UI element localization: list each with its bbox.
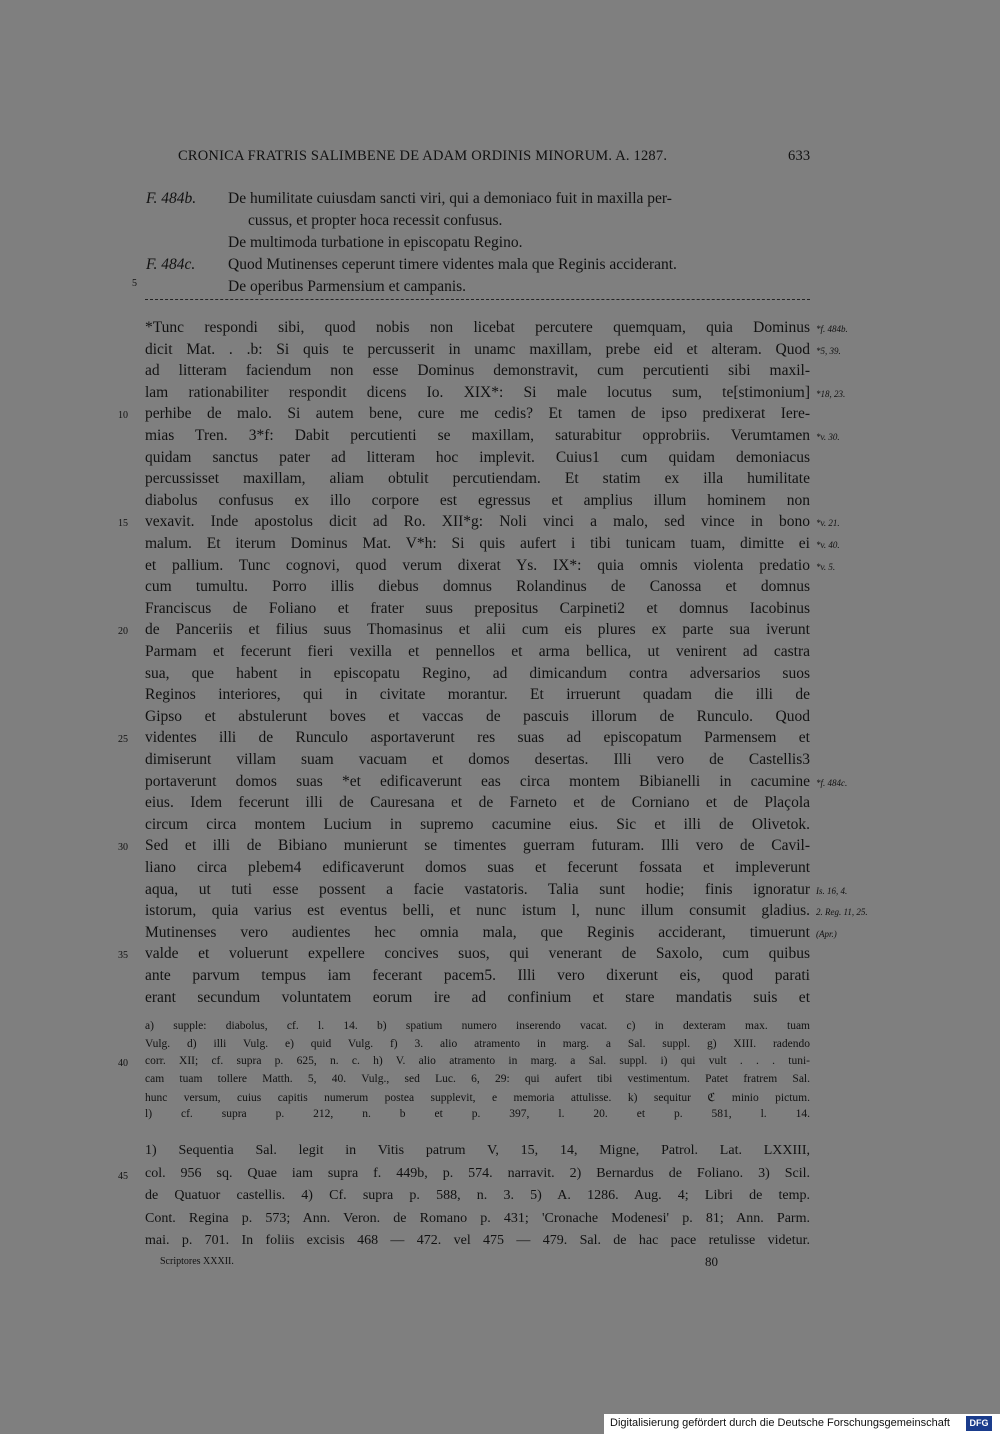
body-line: istorum, quia varius est eventus belli, et nunc istum l, nunc illum consumit gladius. (145, 902, 810, 920)
margin-note: 2. Reg. 11, 25. (816, 907, 868, 918)
toc-entry: De operibus Parmensium et campanis. (228, 278, 467, 295)
toc-entry: cussus, et propter hoca recessit confusus. (248, 212, 503, 229)
body-line: dimiserunt villam suam vacuam et domos desertas. Illi vero de Castellis3 (145, 751, 810, 768)
body-line: *Tunc respondi sibi, quod nobis non licebat percutere quemquam, quia Dominus (145, 319, 810, 336)
footnote-line: 1) Sequentia Sal. legit in Vitis patrum V, 15, 14, Migne, Patrol. Lat. LXXIII, (145, 1143, 810, 1158)
body-line: Parmam et fecerunt fieri vexilla et pennellos et arma bellica, ut venirent ad castra (145, 643, 810, 660)
margin-note: *18, 23. (816, 388, 846, 399)
line-number: 35 (118, 950, 128, 962)
body-line: eius. Idem fecerunt illi de Cauresana et de Farneto et de Corniano et de Plaçola (145, 794, 810, 812)
body-line: Franciscus de Foliano et frater suus prepositus Carpineti2 et domnus Iacobinus (145, 599, 810, 617)
apparatus-line: corr. XII; cf. supra p. 625, n. c. h) V. alio atramento in marg. a Sal. suppl. i) qui vult . . . tuni- (145, 1055, 810, 1067)
margin-note: *v. 30. (816, 432, 840, 442)
toc-label: F. 484b. (146, 190, 197, 207)
body-line: quidam sanctus pater ad litteram hoc implevit. Cuius1 cum quidam demoniacus (145, 448, 810, 466)
margin-note: *f. 484b. (816, 324, 848, 334)
series-signature: Scriptores XXXII. (160, 1256, 234, 1267)
body-line: dicit Mat. . .b: Si quis te percusserit in unamc maxillam, prebe eid et alteram. Quod (145, 340, 810, 358)
margin-note: *v. 21. (816, 518, 840, 529)
apparatus-line: hunc versum, cuius capitis numerum postea supplevit, e memoria attulisse. k) sequitur ℭ minio pictum. (145, 1092, 810, 1104)
body-line: ad litteram faciendum non esse Dominus demonstravit, cum percutienti sibi maxil- (145, 362, 810, 380)
apparatus-line: a) supple: diabolus, cf. l. 14. b) spatium numero inserendo vacat. c) in dexteram max. tuam (145, 1020, 810, 1032)
apparatus-line: l) cf. supra p. 212, n. b et p. 397, l. 20. et p. 581, l. 14. (145, 1107, 810, 1120)
body-line: erant secundum voluntatem eorum ire ad confinium et stare mandatis suis et (145, 988, 810, 1006)
body-line: et pallium. Tunc cognovi, quod verum dixerat Ys. IX*: quia omnis violenta predatio (145, 556, 810, 574)
toc-label: F. 484c. (146, 256, 196, 273)
body-line: Mutinenses vero audientes hec omnia mala, que Reginis acciderant, timuerunt (145, 923, 810, 941)
body-line: mias Tren. 3*f: Dabit percutienti se maxillam, saturabitur opprobriis. Verumtamen (145, 427, 810, 444)
line-number: 20 (118, 626, 128, 638)
apparatus-line: cam tuam tollere Matth. 5, 40. Vulg., sed Luc. 6, 29: qui aufert tibi vestimentum. Patet fratrem Sal. (145, 1072, 810, 1085)
body-line: Reginos interiores, qui in civitate morantur. Et irruerunt quadam die illi de (145, 686, 810, 704)
sheet-signature: 80 (705, 1254, 718, 1269)
apparatus-line: Vulg. d) illi Vulg. e) quid Vulg. f) 3. alio atramento in marg. a Sal. suppl. g) XIII. radendo (145, 1037, 810, 1050)
body-line: vexavit. Inde apostolus dicit ad Ro. XII*g: Noli vinci a malo, sed vince in bono (145, 513, 810, 531)
line-number: 15 (118, 518, 128, 530)
footnote-line: mai. p. 701. In foliis excisis 468 — 472. vel 475 — 479. Sal. de hac pace retulisse videtur. (145, 1233, 810, 1248)
body-line: Gipso et abstulerunt boves et vaccas de pascuis illorum de Runculo. Quod (145, 707, 810, 725)
body-line: circum circa montem Lucium in supremo cacumine eius. Sic et illi de Olivetok. (145, 815, 810, 833)
line-number: 30 (118, 842, 128, 854)
body-line: aqua, ut tuti esse possent a facie vastatoris. Talia sunt hodie; finis ignoratur (145, 880, 810, 898)
body-line: portaverunt domos suas *et edificaverunt eas circa montem Bibianelli in cacumine (145, 772, 810, 790)
margin-note: *v. 5. (816, 561, 836, 572)
page-number: 633 (788, 148, 811, 164)
running-header (178, 148, 811, 165)
toc-entry: De humilitate cuiusdam sancti viri, qui a demoniaco fuit in maxilla per- (228, 190, 672, 207)
section-divider (145, 299, 810, 300)
body-line: percussisset maxillam, aliam obtulit percutiendam. Et statim ex illa humilitate (145, 470, 810, 488)
body-line: sua, que habent in episcopatu Regino, ad dimicandum contra adversarios suos (145, 664, 810, 682)
body-line: Sed et illi de Bibiano munierunt se timentes guerram futuram. Illi vero de Cavil- (145, 837, 810, 855)
body-line: valde et voluerunt expellere concives suos, qui venerant de Saxolo, cum quibus (145, 945, 810, 963)
line-number: 10 (118, 410, 128, 422)
margin-note: Is. 16, 4. (816, 885, 848, 896)
body-line: perhibe de malo. Si autem bene, cure me cedis? Et tamen de ipso predixerat Iere- (145, 405, 810, 423)
body-line: videntes illi de Runculo asportaverunt res suas ad episcopatum Parmensem et (145, 729, 810, 747)
body-line: ante parvum tempus iam fecerant pacem5. Illi vero dixerunt eis, quod parati (145, 967, 810, 984)
body-line: cum tumultu. Porro illis diebus domnus Rolandinus de Canossa et domnus (145, 578, 810, 596)
toc-entry: Quod Mutinenses ceperunt timere videntes mala que Reginis acciderant. (228, 256, 677, 273)
footnote-line: col. 956 sq. Quae iam supra f. 449b, p. 574. narravit. 2) Bernardus de Foliano. 3) Scil. (145, 1165, 810, 1181)
header-title: CRONICA FRATRIS SALIMBENE DE ADAM ORDINIS MINORUM. A. 1287. (178, 148, 668, 164)
toc-label: 5 (132, 278, 137, 289)
body-line: malum. Et iterum Dominus Mat. V*h: Si quis aufert i tibi tunicam tuam, dimitte ei (145, 535, 810, 552)
dfg-credit: Digitalisierung gefördert durch die Deutsche Forschungsgemeinschaft (610, 1417, 950, 1429)
margin-note: (Apr.) (816, 928, 837, 939)
margin-note: *v. 40. (816, 540, 840, 550)
body-line: lam rationabiliter respondit dicens Io. XIX*: Si male locutus sum, te[stimonium] (145, 383, 810, 401)
body-line: de Panceriis et filius suus Thomasinus et alii cum eis plures ex parte sua iverunt (145, 621, 810, 639)
body-line: diabolus confusus ex illo corpore est egressus et amplius illum hominem non (145, 491, 810, 509)
toc-entry: De multimoda turbatione in episcopatu Regino. (228, 234, 523, 251)
body-line: liano circa plebem4 edificaverunt domos suas et fecerunt fossata et impleverunt (145, 859, 810, 876)
footnote-line: de Quatuor castellis. 4) Cf. supra p. 588, n. 3. 5) A. 1286. Aug. 4; Libri de temp. (145, 1188, 810, 1203)
margin-note: *5, 39. (816, 345, 841, 356)
line-number: 25 (118, 734, 128, 746)
dfg-logo-icon: DFG (966, 1416, 992, 1431)
margin-note: *f. 484c. (816, 777, 848, 788)
footnote-line: Cont. Regina p. 573; Ann. Veron. de Romano p. 431; 'Cronache Modenesi' p. 81; Ann. Parm. (145, 1210, 810, 1226)
line-number: 45 (118, 1170, 128, 1182)
line-number: 40 (118, 1058, 128, 1069)
